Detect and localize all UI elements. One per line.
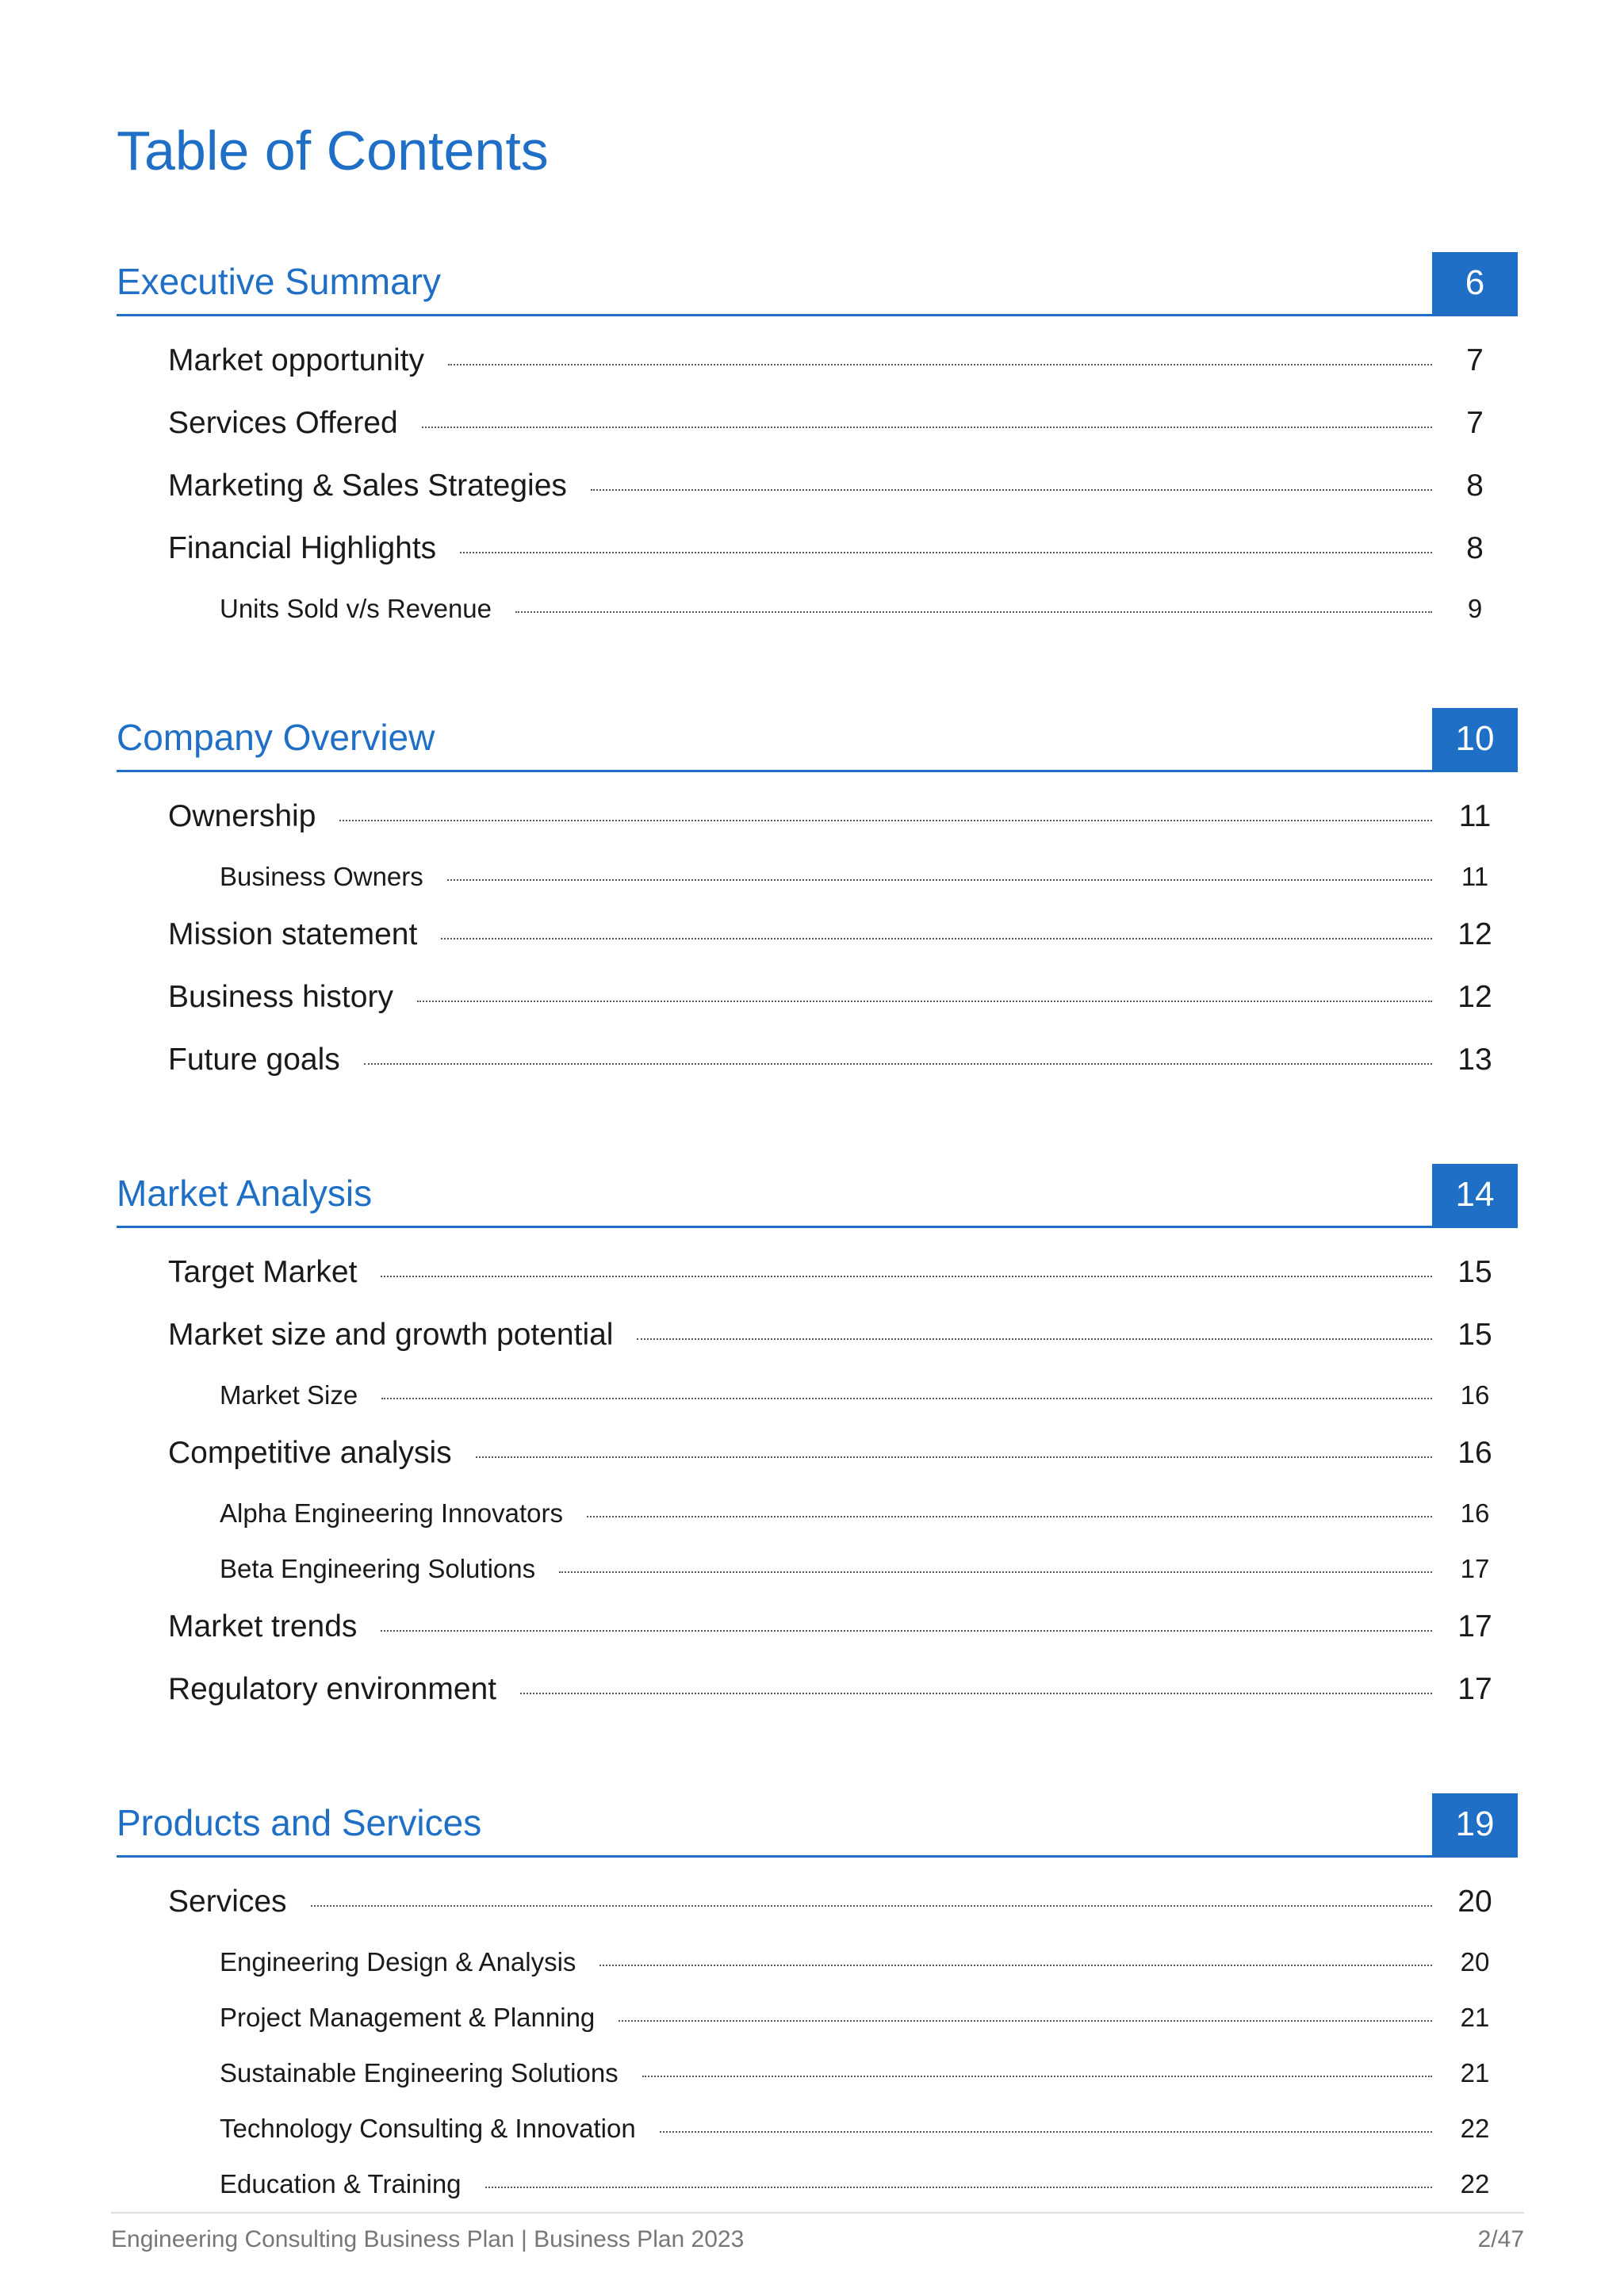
dot-leader (515, 611, 1432, 613)
toc-subentry[interactable] (117, 1554, 1518, 1609)
entry-label: Market Size (220, 1380, 358, 1410)
dot-leader (660, 2131, 1432, 2133)
dot-leader (422, 427, 1432, 428)
section-page-badge: 14 (1432, 1164, 1518, 1226)
toc-subentry[interactable] (117, 1380, 1518, 1436)
footer-divider (111, 2212, 1524, 2214)
entry-label: Engineering Design & Analysis (220, 1947, 576, 1976)
entry-page-number: 22 (1460, 2114, 1490, 2143)
entry-label: Units Sold v/s Revenue (220, 594, 492, 623)
entry-label: Regulatory environment (168, 1672, 497, 1706)
dot-leader (460, 552, 1432, 553)
dot-leader (591, 489, 1432, 491)
entry-page-number: 17 (1457, 1672, 1492, 1706)
entry-page-number: 15 (1457, 1318, 1492, 1352)
toc-subentry[interactable] (117, 1947, 1518, 2003)
entry-page-number: 16 (1460, 1380, 1490, 1410)
toc-subentry[interactable] (117, 2058, 1518, 2114)
entry-page-number: 9 (1467, 594, 1483, 623)
dot-leader (476, 1456, 1432, 1458)
section-title[interactable]: Market Analysis (117, 1173, 373, 1214)
entry-label: Business history (168, 980, 393, 1014)
entry-page-number: 8 (1466, 531, 1484, 565)
toc-entry[interactable] (117, 1318, 1518, 1380)
toc-entry[interactable] (117, 799, 1518, 862)
section-entries (117, 1228, 1518, 1735)
entry-label: Project Management & Planning (220, 2003, 596, 2032)
dot-leader (381, 1276, 1432, 1277)
entry-page-number: 7 (1466, 406, 1484, 440)
entry-label: Services Offered (168, 406, 398, 440)
entry-label: Marketing & Sales Strategies (168, 469, 567, 503)
section-header[interactable] (117, 708, 1518, 772)
toc-subentry[interactable] (117, 862, 1518, 917)
entry-page-number: 7 (1466, 343, 1484, 377)
dot-leader (485, 2187, 1432, 2188)
section-title[interactable]: Products and Services (117, 1802, 482, 1843)
section-page-badge: 6 (1432, 252, 1518, 314)
dot-leader (619, 2020, 1432, 2022)
toc-entry[interactable] (117, 1672, 1518, 1735)
section-header[interactable] (117, 252, 1518, 316)
dot-leader (520, 1693, 1432, 1694)
entry-label: Technology Consulting & Innovation (220, 2114, 636, 2143)
table-of-contents (117, 252, 1518, 2283)
entry-page-number: 22 (1460, 2169, 1490, 2198)
entry-page-number: 12 (1457, 917, 1492, 951)
entry-page-number: 20 (1460, 1947, 1490, 1976)
dot-leader (642, 2076, 1432, 2077)
entry-label: Market size and growth potential (168, 1318, 614, 1352)
dot-leader (447, 879, 1432, 881)
toc-entry[interactable] (117, 1609, 1518, 1672)
section-page-badge: 19 (1432, 1793, 1518, 1855)
entry-label: Business Owners (220, 862, 423, 891)
section-entries (117, 316, 1518, 649)
toc-entry[interactable] (117, 1436, 1518, 1498)
entry-label: Mission statement (168, 917, 418, 951)
toc-subentry[interactable] (117, 1498, 1518, 1554)
toc-entry[interactable] (117, 917, 1518, 980)
toc-entry[interactable] (117, 469, 1518, 531)
toc-entry[interactable] (117, 406, 1518, 469)
toc-entry[interactable] (117, 531, 1518, 594)
section-entries (117, 1858, 1518, 2225)
entry-page-number: 15 (1457, 1255, 1492, 1289)
entry-page-number: 16 (1460, 1498, 1490, 1528)
toc-section (117, 1164, 1518, 1735)
entry-label: Sustainable Engineering Solutions (220, 2058, 619, 2087)
dot-leader (381, 1398, 1432, 1399)
dot-leader (559, 1571, 1432, 1573)
dot-leader (381, 1630, 1432, 1632)
entry-label: Ownership (168, 799, 316, 833)
section-header[interactable] (117, 1793, 1518, 1858)
section-page-badge: 10 (1432, 708, 1518, 770)
entry-label: Target Market (168, 1255, 358, 1289)
dot-leader (587, 1516, 1432, 1517)
entry-page-number: 17 (1457, 1609, 1492, 1644)
section-title[interactable]: Company Overview (117, 717, 435, 758)
entry-page-number: 16 (1457, 1436, 1492, 1470)
toc-subentry[interactable] (117, 2169, 1518, 2225)
entry-page-number: 13 (1457, 1043, 1492, 1077)
footer-page-indicator: 2/47 (1477, 2226, 1524, 2252)
dot-leader (311, 1905, 1432, 1907)
entry-page-number: 11 (1461, 862, 1489, 891)
dot-leader (599, 1965, 1432, 1966)
entry-page-number: 20 (1457, 1885, 1492, 1919)
entry-label: Market opportunity (168, 343, 424, 377)
entry-page-number: 8 (1466, 469, 1484, 503)
entry-page-number: 21 (1460, 2058, 1490, 2087)
toc-section (117, 1793, 1518, 2225)
entry-page-number: 12 (1457, 980, 1492, 1014)
toc-entry[interactable] (117, 1043, 1518, 1105)
entry-label: Competitive analysis (168, 1436, 452, 1470)
dot-leader (364, 1063, 1432, 1065)
entry-page-number: 11 (1458, 799, 1492, 833)
toc-entry[interactable] (117, 343, 1518, 406)
toc-subentry[interactable] (117, 2114, 1518, 2169)
toc-subentry[interactable] (117, 594, 1518, 649)
section-title[interactable]: Executive Summary (117, 261, 442, 302)
dot-leader (339, 820, 1432, 821)
section-header[interactable] (117, 1164, 1518, 1228)
toc-entry[interactable] (117, 980, 1518, 1043)
toc-section (117, 708, 1518, 1105)
entry-label: Financial Highlights (168, 531, 437, 565)
entry-label: Beta Engineering Solutions (220, 1554, 536, 1583)
entry-page-number: 21 (1460, 2003, 1490, 2032)
dot-leader (417, 1001, 1432, 1002)
entry-page-number: 17 (1460, 1554, 1490, 1583)
footer-document-title: Engineering Consulting Business Plan | Business Plan 2023 (111, 2226, 745, 2252)
toc-entry[interactable] (117, 1885, 1518, 1947)
dot-leader (441, 938, 1432, 939)
entry-label: Education & Training (220, 2169, 462, 2198)
entry-label: Services (168, 1885, 287, 1919)
toc-entry[interactable] (117, 1255, 1518, 1318)
page-title: Table of Contents (117, 120, 549, 182)
dot-leader (637, 1338, 1432, 1340)
entry-label: Market trends (168, 1609, 358, 1644)
dot-leader (448, 364, 1432, 365)
toc-section (117, 252, 1518, 649)
entry-label: Alpha Engineering Innovators (220, 1498, 563, 1528)
section-entries (117, 772, 1518, 1105)
toc-subentry[interactable] (117, 2003, 1518, 2058)
entry-label: Future goals (168, 1043, 340, 1077)
